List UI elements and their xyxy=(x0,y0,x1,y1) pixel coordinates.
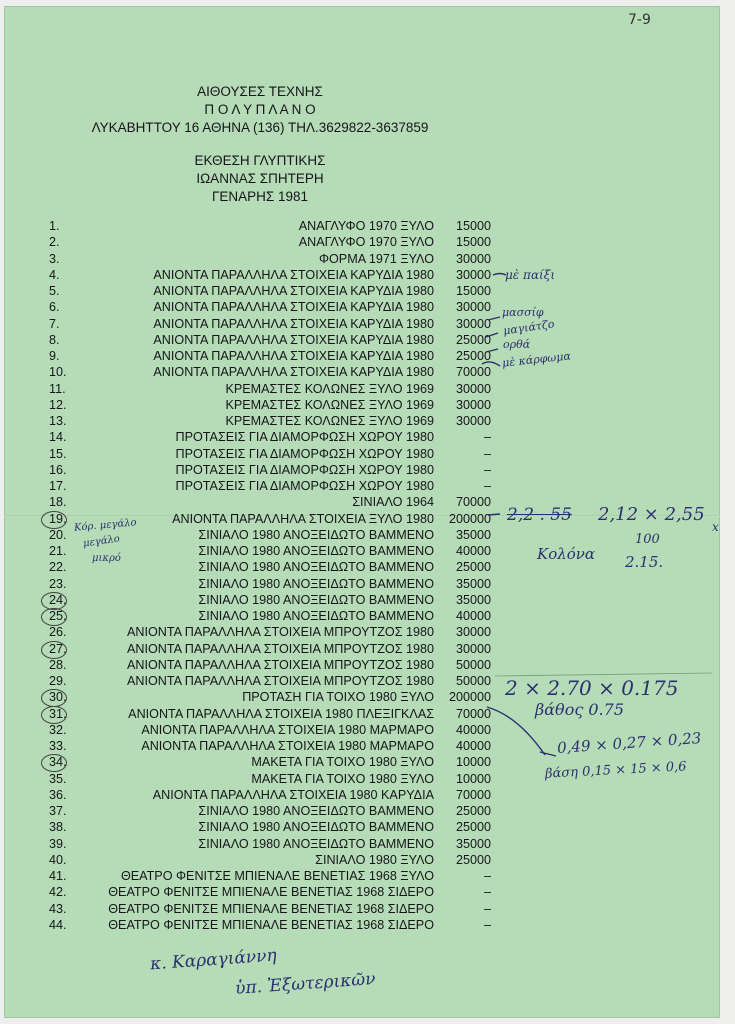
artwork-price: – xyxy=(483,463,491,477)
artwork-number: 18. xyxy=(49,495,67,509)
artwork-title: ΣΙΝΙΑΛΟ 1980 ΑΝΟΞΕΙΔΩΤΟ ΒΑΜΜΕΝΟ xyxy=(198,544,434,558)
artwork-title: ΣΙΝΙΑΛΟ 1964 xyxy=(352,495,434,509)
note-item-8: ορθά xyxy=(503,338,531,351)
note-item-21: μεγάλο xyxy=(82,533,121,550)
gallery-subname: Π Ο Λ Υ Π Λ Α Ν Ο xyxy=(204,102,316,117)
artwork-number: 10. xyxy=(49,365,67,379)
footer-recipient-role: ὑπ. Ἐξωτερικῶν xyxy=(234,969,377,999)
artwork-price: 50000 xyxy=(455,674,491,688)
artwork-title: ΑΝΙΟΝΤΑ ΠΑΡΑΛΛΗΛΑ ΣΤΟΙΧΕΙΑ ΚΑΡΥΔΙΑ 1980 xyxy=(153,300,434,314)
exhibition-type: ΕΚΘΕΣΗ ΓΛΥΠΤΙΚΗΣ xyxy=(194,153,326,168)
artwork-price: 25000 xyxy=(455,560,491,574)
artwork-price: 30000 xyxy=(455,414,491,428)
artwork-number: 2. xyxy=(49,235,60,249)
note-item-19-x: x xyxy=(712,520,719,534)
artwork-number: 11. xyxy=(49,382,66,396)
artwork-title: ΣΙΝΙΑΛΟ 1980 ΞΥΛΟ xyxy=(315,853,434,867)
artwork-number: 43. xyxy=(49,902,67,916)
artwork-number: 25. xyxy=(49,609,67,623)
artwork-title: ΠΡΟΤΑΣΕΙΣ ΓΙΑ ΔΙΑΜΟΡΦΩΣΗ ΧΩΡΟΥ 1980 xyxy=(175,430,434,444)
artwork-price: 25000 xyxy=(455,820,491,834)
artwork-number: 36. xyxy=(49,788,67,802)
artwork-price: 10000 xyxy=(455,772,491,786)
note-item-31-dimensions: 0,49 × 0,27 × 0,23 xyxy=(556,728,702,758)
artwork-title: ΑΝΙΟΝΤΑ ΠΑΡΑΛΛΗΛΑ ΣΤΟΙΧΕΙΑ ΜΠΡΟΥΤΖΟΣ 1980 xyxy=(126,674,434,688)
artwork-title: ΠΡΟΤΑΣΕΙΣ ΓΙΑ ΔΙΑΜΟΡΦΩΣΗ ΧΩΡΟΥ 1980 xyxy=(175,479,434,493)
artwork-title: ΚΡΕΜΑΣΤΕΣ ΚΟΛΩΝΕΣ ΞΥΛΟ 1969 xyxy=(225,398,434,412)
artwork-number: 21. xyxy=(49,544,67,558)
artwork-number: 3. xyxy=(49,252,60,266)
artwork-price: 30000 xyxy=(455,252,491,266)
artwork-price: 25000 xyxy=(455,349,491,363)
artwork-price: 35000 xyxy=(455,577,491,591)
artwork-title: ΑΝΙΟΝΤΑ ΠΑΡΑΛΛΗΛΑ ΣΤΟΙΧΕΙΑ ΚΑΡΥΔΙΑ 1980 xyxy=(153,365,434,379)
page-number: 7-9 xyxy=(628,12,651,28)
artwork-number: 7. xyxy=(49,317,60,331)
artwork-price: 10000 xyxy=(455,755,491,769)
artwork-number: 20. xyxy=(49,528,67,542)
artwork-number: 39. xyxy=(49,837,67,851)
artwork-price: 15000 xyxy=(455,284,491,298)
artwork-number: 12. xyxy=(49,398,67,412)
artwork-number: 26. xyxy=(49,625,67,639)
note-item-4: μὲ παίξι xyxy=(505,268,556,282)
artwork-price: – xyxy=(483,918,491,932)
artwork-title: ΑΝΑΓΛΥΦΟ 1970 ΞΥΛΟ xyxy=(298,235,434,249)
artwork-title: ΘΕΑΤΡΟ ΦΕΝΙΤΣΕ ΜΠΙΕΝΑΛΕ ΒΕΝΕΤΙΑΣ 1968 ΣΙΔΕΡΟ xyxy=(108,918,434,932)
artwork-title: ΘΕΑΤΡΟ ΦΕΝΙΤΣΕ ΜΠΙΕΝΑΛΕ ΒΕΝΕΤΙΑΣ 1968 ΣΙΔΕΡΟ xyxy=(108,885,434,899)
artwork-number: 44. xyxy=(49,918,67,932)
artwork-price: 200000 xyxy=(448,690,491,704)
artwork-price: 35000 xyxy=(455,593,491,607)
artwork-price: 35000 xyxy=(455,837,491,851)
artwork-number: 33. xyxy=(49,739,67,753)
artwork-price: 40000 xyxy=(455,723,491,737)
artwork-title: ΑΝΙΟΝΤΑ ΠΑΡΑΛΛΗΛΑ ΣΤΟΙΧΕΙΑ 1980 ΚΑΡΥΔΙΑ xyxy=(152,788,434,802)
note-item-31-base: βάση 0,15 × 15 × 0,6 xyxy=(544,759,687,782)
artwork-title: ΑΝΙΟΝΤΑ ΠΑΡΑΛΛΗΛΑ ΣΤΟΙΧΕΙΑ ΜΠΡΟΥΤΖΟΣ 1980 xyxy=(126,625,434,639)
artwork-price: 40000 xyxy=(455,609,491,623)
artwork-title: ΑΝΙΟΝΤΑ ΠΑΡΑΛΛΗΛΑ ΣΤΟΙΧΕΙΑ 1980 ΜΑΡΜΑΡΟ xyxy=(141,723,434,737)
artwork-number: 24. xyxy=(49,593,67,607)
artwork-title: ΜΑΚΕΤΑ ΓΙΑ ΤΟΙΧΟ 1980 ΞΥΛΟ xyxy=(251,772,434,786)
artwork-number: 9. xyxy=(49,349,60,363)
artwork-price: 25000 xyxy=(455,804,491,818)
artwork-title: ΚΡΕΜΑΣΤΕΣ ΚΟΛΩΝΕΣ ΞΥΛΟ 1969 xyxy=(225,414,434,428)
artwork-price: 200000 xyxy=(448,512,491,526)
artwork-price: 30000 xyxy=(455,268,491,282)
artwork-price: 35000 xyxy=(455,528,491,542)
artwork-number: 32. xyxy=(49,723,67,737)
artwork-price: 25000 xyxy=(455,853,491,867)
artwork-price: 30000 xyxy=(455,625,491,639)
artwork-number: 28. xyxy=(49,658,67,672)
exhibition-date: ΓΕΝΑΡΗΣ 1981 xyxy=(211,189,309,204)
artwork-title: ΑΝΙΟΝΤΑ ΠΑΡΑΛΛΗΛΑ ΣΤΟΙΧΕΙΑ ΞΥΛΟ 1980 xyxy=(172,512,434,526)
note-item-19-column: Κολόνα xyxy=(537,545,596,563)
artwork-number: 29. xyxy=(49,674,67,688)
note-item-6: μασσίφ xyxy=(502,306,544,319)
artwork-price: 70000 xyxy=(455,365,491,379)
note-item-19-hundred: 100 xyxy=(635,532,660,547)
artwork-price: – xyxy=(483,902,491,916)
artwork-price: 30000 xyxy=(455,382,491,396)
artwork-title: ΑΝΙΟΝΤΑ ΠΑΡΑΛΛΗΛΑ ΣΤΟΙΧΕΙΑ ΚΑΡΥΔΙΑ 1980 xyxy=(153,349,434,363)
artwork-title: ΠΡΟΤΑΣΗ ΓΙΑ ΤΟΙΧΟ 1980 ΞΥΛΟ xyxy=(242,690,434,704)
artwork-price: – xyxy=(483,885,491,899)
artwork-title: ΘΕΑΤΡΟ ΦΕΝΙΤΣΕ ΜΠΙΕΝΑΛΕ ΒΕΝΕΤΙΑΣ 1968 ΞΥΛΟ xyxy=(120,869,434,883)
artwork-price: 30000 xyxy=(455,300,491,314)
artwork-number: 40. xyxy=(49,853,67,867)
artwork-title: ΣΙΝΙΑΛΟ 1980 ΑΝΟΞΕΙΔΩΤΟ ΒΑΜΜΕΝΟ xyxy=(198,593,434,607)
artwork-title: ΣΙΝΙΑΛΟ 1980 ΑΝΟΞΕΙΔΩΤΟ ΒΑΜΜΕΝΟ xyxy=(198,804,434,818)
artwork-number: 38. xyxy=(49,820,67,834)
note-item-30-dimensions: 2 × 2.70 × 0.175 xyxy=(505,676,679,700)
artwork-number: 1. xyxy=(49,219,60,233)
artwork-price: – xyxy=(483,430,491,444)
note-item-19-dimensions: 2,12 × 2,55 xyxy=(598,504,705,525)
artwork-number: 15. xyxy=(49,447,67,461)
artwork-title: ΠΡΟΤΑΣΕΙΣ ΓΙΑ ΔΙΑΜΟΡΦΩΣΗ ΧΩΡΟΥ 1980 xyxy=(175,463,434,477)
artwork-title: ΑΝΙΟΝΤΑ ΠΑΡΑΛΛΗΛΑ ΣΤΟΙΧΕΙΑ ΜΠΡΟΥΤΖΟΣ 1980 xyxy=(126,658,434,672)
artwork-number: 31. xyxy=(49,707,67,721)
footer-recipient-name: κ. Καραγιάννη xyxy=(149,945,278,975)
artwork-price: 30000 xyxy=(455,642,491,656)
artwork-number: 14. xyxy=(49,430,67,444)
artwork-number: 13. xyxy=(49,414,67,428)
note-item-20: Κόρ. μεγάλο xyxy=(73,517,138,534)
artwork-price: – xyxy=(483,479,491,493)
artwork-price: 15000 xyxy=(455,219,491,233)
artwork-title: ΑΝΙΟΝΤΑ ΠΑΡΑΛΛΗΛΑ ΣΤΟΙΧΕΙΑ ΚΑΡΥΔΙΑ 1980 xyxy=(153,268,434,282)
artwork-number: 16. xyxy=(49,463,67,477)
note-item-7: μαγιάτζο xyxy=(502,317,556,338)
artwork-number: 42. xyxy=(49,885,67,899)
artwork-number: 41. xyxy=(49,869,67,883)
artwork-title: ΘΕΑΤΡΟ ΦΕΝΙΤΣΕ ΜΠΙΕΝΑΛΕ ΒΕΝΕΤΙΑΣ 1968 ΣΙΔΕΡΟ xyxy=(108,902,434,916)
artwork-title: ΑΝΙΟΝΤΑ ΠΑΡΑΛΛΗΛΑ ΣΤΟΙΧΕΙΑ 1980 ΠΛΕΞΙΓΚΛΑΣ xyxy=(128,707,434,721)
artwork-title: ΣΙΝΙΑΛΟ 1980 ΑΝΟΞΕΙΔΩΤΟ ΒΑΜΜΕΝΟ xyxy=(198,528,434,542)
artwork-title: ΣΙΝΙΑΛΟ 1980 ΑΝΟΞΕΙΔΩΤΟ ΒΑΜΜΕΝΟ xyxy=(198,609,434,623)
artwork-price: 70000 xyxy=(455,495,491,509)
artwork-title: ΣΙΝΙΑΛΟ 1980 ΑΝΟΞΕΙΔΩΤΟ ΒΑΜΜΕΝΟ xyxy=(198,820,434,834)
artwork-title: ΦΟΡΜΑ 1971 ΞΥΛΟ xyxy=(318,252,434,266)
artwork-price: – xyxy=(483,869,491,883)
note-item-19-struck: 2,2 . 55 xyxy=(507,505,572,525)
artwork-number: 6. xyxy=(49,300,60,314)
artwork-number: 8. xyxy=(49,333,60,347)
artwork-price: 15000 xyxy=(455,235,491,249)
artwork-title: ΠΡΟΤΑΣΕΙΣ ΓΙΑ ΔΙΑΜΟΡΦΩΣΗ ΧΩΡΟΥ 1980 xyxy=(175,447,434,461)
artwork-title: ΑΝΙΟΝΤΑ ΠΑΡΑΛΛΗΛΑ ΣΤΟΙΧΕΙΑ ΚΑΡΥΔΙΑ 1980 xyxy=(153,284,434,298)
artwork-title: ΚΡΕΜΑΣΤΕΣ ΚΟΛΩΝΕΣ ΞΥΛΟ 1969 xyxy=(225,382,434,396)
artwork-number: 35. xyxy=(49,772,67,786)
artwork-title: ΑΝΙΟΝΤΑ ΠΑΡΑΛΛΗΛΑ ΣΤΟΙΧΕΙΑ 1980 ΜΑΡΜΑΡΟ xyxy=(141,739,434,753)
artwork-title: ΣΙΝΙΑΛΟ 1980 ΑΝΟΞΕΙΔΩΤΟ ΒΑΜΜΕΝΟ xyxy=(198,577,434,591)
note-item-9: μὲ κάρφωμα xyxy=(501,349,572,370)
artwork-title: ΑΝΙΟΝΤΑ ΠΑΡΑΛΛΗΛΑ ΣΤΟΙΧΕΙΑ ΚΑΡΥΔΙΑ 1980 xyxy=(153,333,434,347)
artwork-number: 22. xyxy=(49,560,67,574)
artwork-price: 25000 xyxy=(455,333,491,347)
artwork-price: 40000 xyxy=(455,739,491,753)
artwork-title: ΑΝΑΓΛΥΦΟ 1970 ΞΥΛΟ xyxy=(298,219,434,233)
artwork-price: 30000 xyxy=(455,398,491,412)
artwork-price: 40000 xyxy=(455,544,491,558)
artwork-price: 70000 xyxy=(455,788,491,802)
artist-name: ΙΩΑΝΝΑΣ ΣΠΗΤΕΡΗ xyxy=(196,171,324,186)
artwork-price: 70000 xyxy=(455,707,491,721)
artwork-number: 17. xyxy=(49,479,67,493)
artwork-title: ΑΝΙΟΝΤΑ ΠΑΡΑΛΛΗΛΑ ΣΤΟΙΧΕΙΑ ΚΑΡΥΔΙΑ 1980 xyxy=(153,317,434,331)
artwork-number: 23. xyxy=(49,577,67,591)
artwork-number: 4. xyxy=(49,268,60,282)
artwork-number: 37. xyxy=(49,804,67,818)
artwork-title: ΣΙΝΙΑΛΟ 1980 ΑΝΟΞΕΙΔΩΤΟ ΒΑΜΜΕΝΟ xyxy=(198,560,434,574)
note-item-19-height: 2.15. xyxy=(625,553,664,571)
artwork-number: 34. xyxy=(49,755,67,769)
artwork-number: 5. xyxy=(49,284,60,298)
artwork-price: 30000 xyxy=(455,317,491,331)
artwork-number: 27. xyxy=(49,642,67,656)
gallery-name: ΑΙΘΟΥΣΕΣ ΤΕΧΝΗΣ xyxy=(197,84,323,99)
artwork-number: 19. xyxy=(49,512,67,526)
artwork-number: 30. xyxy=(49,690,67,704)
note-item-22: μικρό xyxy=(92,553,121,564)
artwork-price: 50000 xyxy=(455,658,491,672)
gallery-address: ΛΥΚΑΒΗΤΤΟΥ 16 ΑΘΗΝΑ (136) ΤΗΛ.3629822-3637859 xyxy=(91,120,429,135)
artwork-title: ΣΙΝΙΑΛΟ 1980 ΑΝΟΞΕΙΔΩΤΟ ΒΑΜΜΕΝΟ xyxy=(198,837,434,851)
artwork-title: ΜΑΚΕΤΑ ΓΙΑ ΤΟΙΧΟ 1980 ΞΥΛΟ xyxy=(251,755,434,769)
note-item-30-depth: βάθος 0.75 xyxy=(535,700,624,719)
artwork-price: – xyxy=(483,447,491,461)
artwork-title: ΑΝΙΟΝΤΑ ΠΑΡΑΛΛΗΛΑ ΣΤΟΙΧΕΙΑ ΜΠΡΟΥΤΖΟΣ 1980 xyxy=(126,642,434,656)
